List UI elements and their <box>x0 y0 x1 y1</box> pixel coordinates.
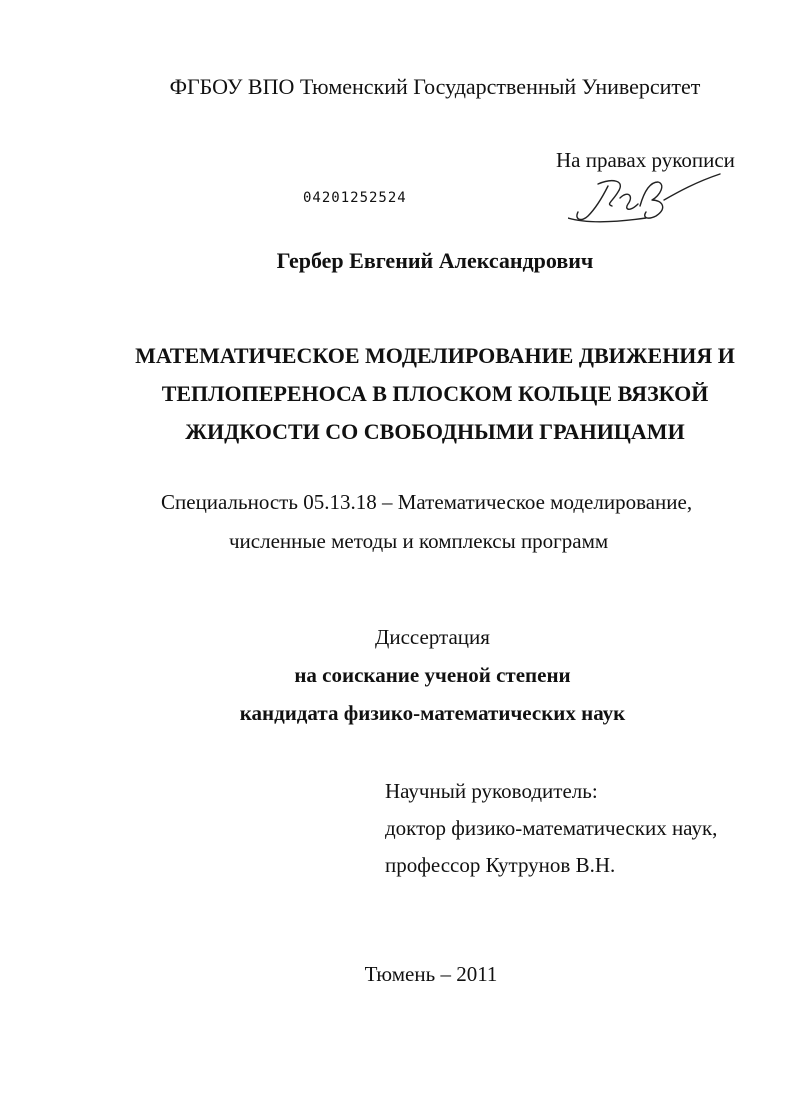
city-year: Тюмень – 2011 <box>364 962 498 986</box>
dissertation-title <box>0 337 795 451</box>
specialty <box>161 483 781 561</box>
title-line: ЖИДКОСТИ СО СВОБОДНЫМИ ГРАНИЦАМИ <box>185 419 685 444</box>
university-name: ФГБОУ ВПО Тюменский Государственный Университет <box>169 74 701 99</box>
scientific-advisor <box>385 773 717 884</box>
advisor-label: Научный руководитель: <box>385 779 598 803</box>
title-line: ТЕПЛОПЕРЕНОСА В ПЛОСКОМ КОЛЬЦЕ ВЯЗКОЙ <box>161 381 709 406</box>
specialty-line: численные методы и комплексы программ <box>229 529 609 553</box>
dissertation-info <box>0 618 795 732</box>
dissertation-purpose: на соискание ученой степени <box>294 663 571 687</box>
document-code: 04201252524 <box>303 190 407 206</box>
advisor-name: профессор Кутрунов В.Н. <box>385 853 616 877</box>
handwritten-signature-icon <box>568 168 728 235</box>
manuscript-rights-label: На правах рукописи <box>556 148 735 172</box>
author-name: Гербер Евгений Александрович <box>276 248 594 273</box>
dissertation-type: Диссертация <box>375 625 490 649</box>
title-line: МАТЕМАТИЧЕСКОЕ МОДЕЛИРОВАНИЕ ДВИЖЕНИЯ И <box>135 343 735 368</box>
dissertation-degree: кандидата физико-математических наук <box>239 701 626 725</box>
advisor-rank: доктор физико-математических наук, <box>385 816 718 840</box>
specialty-line: Специальность 05.13.18 – Математическое моделирование, <box>161 490 693 514</box>
